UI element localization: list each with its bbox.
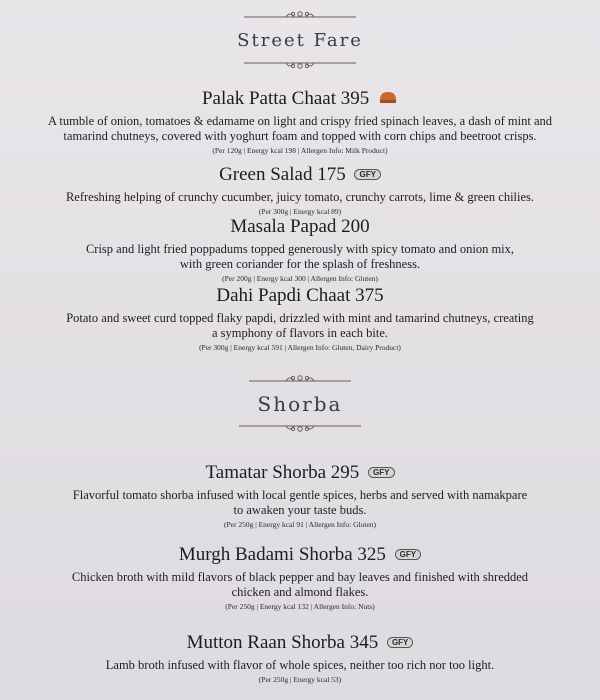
item-price: 325 (357, 544, 386, 565)
item-price: 175 (317, 164, 346, 185)
menu-item (0, 285, 600, 352)
gfy-badge: GFY (387, 637, 413, 648)
top-ornament-icon (240, 8, 360, 24)
bottom-ornament-icon (240, 57, 360, 73)
item-price: 345 (349, 632, 379, 653)
item-price: 395 (340, 88, 370, 109)
item-title (0, 216, 600, 238)
item-title (0, 88, 600, 110)
item-price: 200 (341, 216, 370, 237)
item-title (0, 164, 600, 186)
gfy-badge: GFY (368, 467, 394, 478)
description-line: Refreshing helping of crunchy cucumber, juicy tomato, crunchy carrots, lime & green chilies. (65, 190, 535, 204)
description-line: tamarind chutneys, covered with yoghurt foam and topped with corn chips and beetroot crisps. (63, 129, 537, 143)
description-line: Potato and sweet curd topped flaky papdi, drizzled with mint and tamarind chutneys, creating (66, 311, 534, 325)
menu-item (0, 462, 600, 529)
section-title: Shorba (257, 392, 343, 416)
description-line: with green coriander for the splash of freshness. (179, 257, 421, 271)
bottom-ornament-icon (235, 420, 365, 436)
item-title (0, 462, 600, 484)
item-nutrition-info: (Per 250g | Energy kcal 53) (258, 675, 342, 684)
menu-item (0, 632, 600, 684)
section-header-street-fare (0, 8, 600, 73)
description-line: Crisp and light fried poppadums topped generously with spicy tomato and onion mix, (85, 242, 515, 256)
description-line: Flavorful tomato shorba infused with local gentle spices, herbs and served with namakpare (72, 488, 528, 502)
menu-item (0, 544, 600, 611)
section-header-shorba (0, 372, 600, 436)
item-description (0, 658, 600, 673)
item-name: Dahi Papdi Chaat (216, 285, 351, 306)
item-description (0, 114, 600, 144)
item-nutrition-info: (Per 120g | Energy kcal 198 | Allergen Info: Milk Product) (212, 146, 388, 155)
item-description (0, 190, 600, 205)
description-line: chicken and almond flakes. (231, 585, 369, 599)
item-name: Murgh Badami Shorba (178, 544, 353, 565)
gfy-badge: GFY (395, 549, 421, 560)
item-nutrition-info: (Per 300g | Energy kcal 89) (258, 207, 342, 216)
item-description (0, 488, 600, 518)
item-price: 295 (330, 462, 360, 483)
item-title (0, 285, 600, 307)
item-description (0, 311, 600, 341)
item-name: Green Salad (219, 164, 313, 185)
item-price: 375 (355, 285, 384, 306)
description-line: Lamb broth infused with flavor of whole spices, neither too rich nor too light. (105, 658, 495, 672)
item-title (0, 632, 600, 654)
item-name: Masala Papad (230, 216, 337, 237)
description-line: A tumble of onion, tomatoes & edamame on light and crispy fried spinach leaves, a dash of mint and (47, 114, 553, 128)
item-nutrition-info: (Per 300g | Energy kcal 591 | Allergen Info: Gluten, Dairy Product) (199, 343, 401, 352)
description-line: a symphony of flavors in each bite. (212, 326, 388, 340)
item-nutrition-info: (Per 250g | Energy kcal 91 | Allergen Info: Gluten) (223, 520, 377, 529)
menu-item (0, 164, 600, 216)
top-ornament-icon (245, 372, 355, 388)
menu-item (0, 88, 600, 155)
item-nutrition-info: (Per 200g | Energy kcal 300 | Allergen Info: Gluten) (222, 274, 378, 283)
item-description (0, 570, 600, 600)
gfy-badge: GFY (354, 169, 380, 180)
description-line: Chicken broth with mild flavors of black pepper and bay leaves and finished with shredded (71, 570, 529, 584)
menu-item (0, 216, 600, 283)
item-description (0, 242, 600, 272)
description-line: to awaken your taste buds. (233, 503, 367, 517)
item-name: Tamatar Shorba (205, 462, 327, 483)
item-name: Palak Patta Chaat (201, 88, 337, 109)
chef-hat-icon (378, 90, 398, 104)
item-title (0, 544, 600, 566)
section-title: Street Fare (237, 30, 363, 51)
item-name: Mutton Raan Shorba (186, 632, 345, 653)
item-nutrition-info: (Per 250g | Energy kcal 132 | Allergen Info: Nuts) (225, 602, 375, 611)
